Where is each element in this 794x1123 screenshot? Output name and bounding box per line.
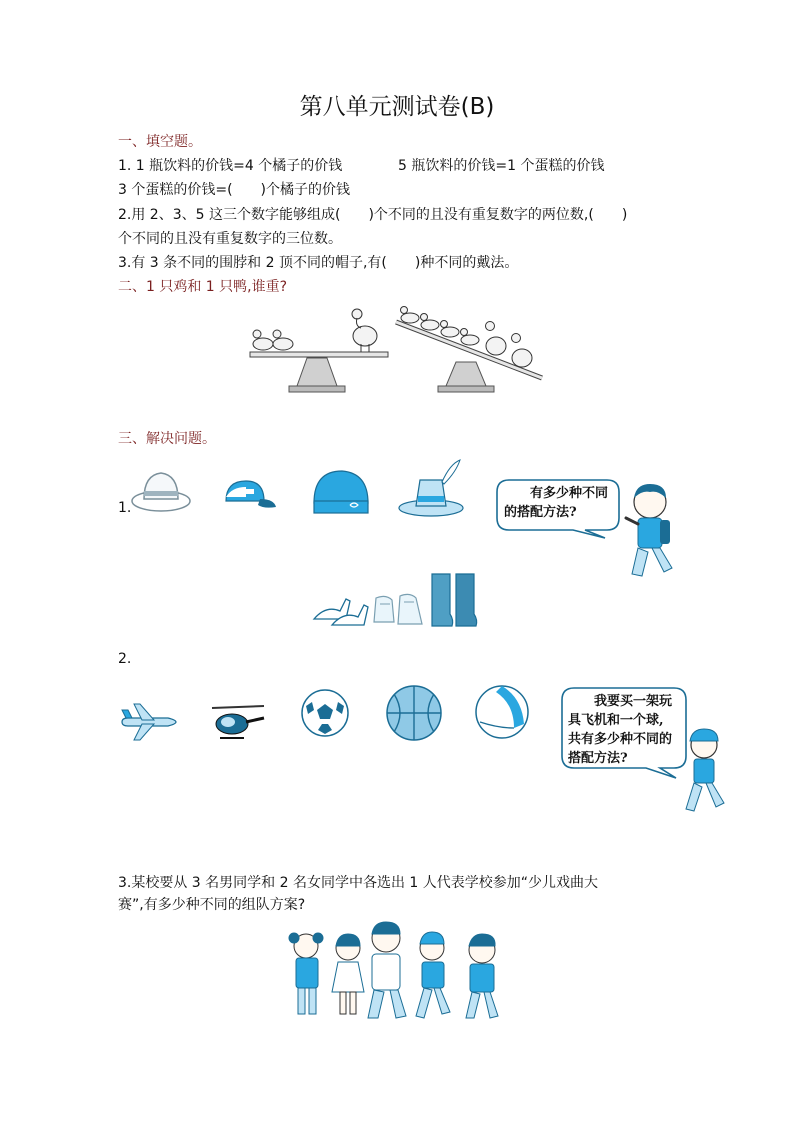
toy-airplane-icon (118, 700, 178, 744)
q2-part-a: 2.用 2、3、5 这三个数字能够组成( )个不同的且没有重复数字的两位数,( ) (118, 207, 628, 223)
problem-3-line-1: 3.某校要从 3 名男同学和 2 名女同学中各选出 1 人代表学校参加“少儿戏曲大 (118, 875, 599, 891)
volleyball-icon (474, 684, 530, 740)
problem-1-number: 1. (118, 500, 132, 516)
bubble-1-line-1: 有多少种不同 (530, 486, 609, 501)
high-heel-shoes-icon (310, 585, 374, 629)
basketball-icon (384, 684, 444, 742)
problem-3-line-2: 赛”,有多少种不同的组队方案? (118, 897, 306, 913)
q1-part-c: 3 个蛋糕的价钱=( )个橘子的价钱 (118, 182, 351, 198)
white-fedora-hat-icon (130, 465, 192, 515)
boy-character-2 (680, 725, 730, 813)
knit-beanie-hat-icon (310, 465, 372, 517)
baseball-cap-icon (220, 475, 278, 515)
problem-2-number: 2. (118, 651, 132, 667)
seesaw-tilted-illustration (392, 300, 550, 396)
sneakers-icon (370, 588, 428, 630)
feathered-hat-icon (398, 458, 466, 518)
rain-boots-icon (428, 570, 482, 630)
section-3-heading: 三、解决问题。 (118, 431, 216, 447)
q2-part-b: 个不同的且没有重复数字的三位数。 (118, 231, 342, 247)
toy-helicopter-icon (206, 700, 268, 744)
page-title: 第八单元测试卷(B) (299, 94, 495, 120)
bubble-2-line-3: 共有多少种不同的 (568, 732, 673, 747)
q3-text: 3.有 3 条不同的围脖和 2 顶不同的帽子,有( )种不同的戴法。 (118, 255, 519, 271)
section-2-heading: 二、1 只鸡和 1 只鸭,谁重? (118, 279, 288, 295)
soccer-ball-icon (300, 688, 350, 738)
section-1-heading: 一、填空题。 (118, 134, 202, 150)
q1-part-b: 5 瓶饮料的价钱=1 个蛋糕的价钱 (398, 158, 605, 174)
bubble-1-line-2: 的搭配方法? (504, 505, 577, 520)
bubble-2-line-2: 具飞机和一个球, (568, 713, 664, 728)
bubble-2-line-1: 我要买一架玩 (594, 694, 673, 709)
bubble-2-line-4: 搭配方法? (568, 751, 628, 766)
boy-character-1 (620, 478, 686, 582)
children-group-illustration (282, 918, 512, 1022)
q1-part-a: 1. 1 瓶饮料的价钱=4 个橘子的价钱 (118, 158, 343, 174)
seesaw-balanced-illustration (245, 300, 395, 396)
